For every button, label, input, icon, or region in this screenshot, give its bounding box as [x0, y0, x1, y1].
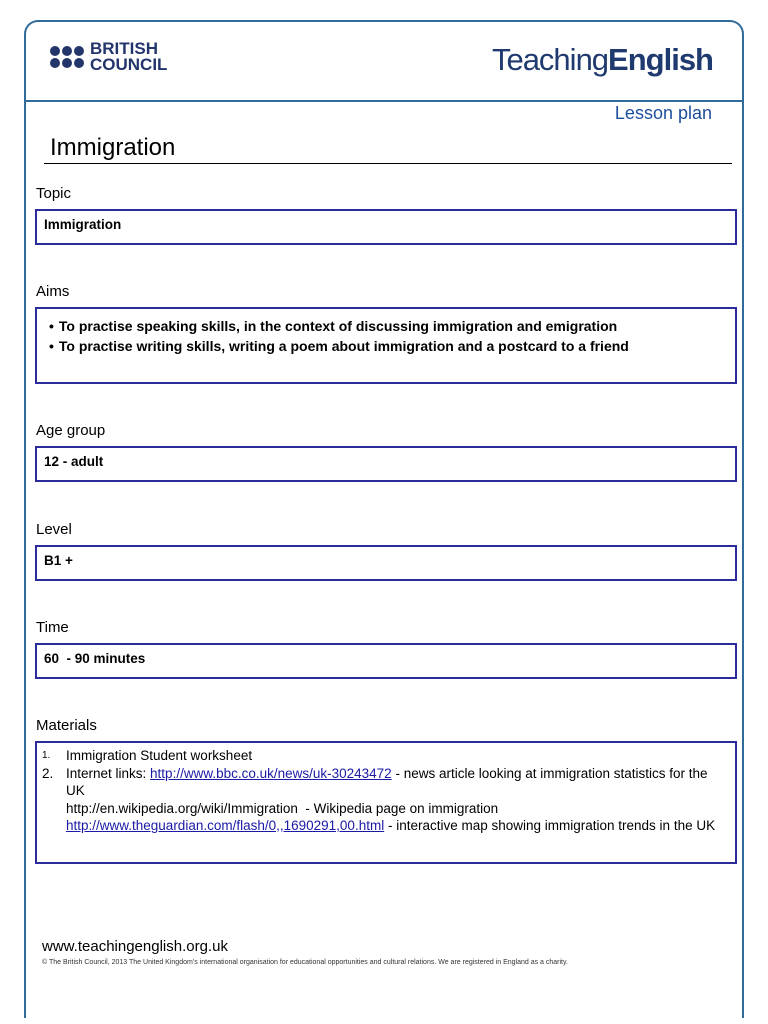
header-divider	[24, 100, 744, 102]
list-number: 1.	[42, 750, 51, 761]
list-item	[42, 747, 729, 765]
materials-box	[35, 741, 737, 864]
age-group-value: 12 - adult	[44, 454, 104, 469]
time-value: 60 - 90 minutes	[44, 651, 146, 666]
footer-note: © The British Council, 2013 The United Kingdom’s international organisation for educational opportunities and cultural relations. We are registered in England as a charity.	[42, 959, 568, 966]
bbc-link-description: - news article looking at immigration statistics for the UK	[66, 765, 708, 798]
aims-box	[35, 307, 737, 384]
level-box	[35, 545, 737, 581]
list-number: 2.	[42, 765, 54, 781]
teaching-english-logo: TeachingEnglish	[491, 42, 713, 77]
aim-item: • To practise writing skills, writing a poem about immigration and a postcard to a friend	[49, 338, 728, 354]
footer-url: www.teachingenglish.org.uk	[42, 938, 228, 955]
level-value: B1 +	[44, 553, 73, 568]
guardian-link[interactable]: http://www.theguardian.com/flash/0,,1690291,00.html	[66, 818, 385, 833]
aims-list	[44, 318, 728, 354]
page-title: Immigration	[50, 134, 176, 161]
topic-box	[35, 209, 737, 245]
brand-name: BRITISH COUNCIL	[90, 39, 168, 74]
time-label: Time	[36, 619, 69, 636]
list-item	[42, 765, 729, 835]
level-label: Level	[36, 521, 72, 538]
topic-value: Immigration	[44, 217, 122, 232]
topic-label: Topic	[36, 185, 72, 202]
materials-item-text: Immigration Student worksheet	[66, 748, 253, 763]
aims-label: Aims	[36, 283, 70, 300]
time-box	[35, 643, 737, 679]
age-group-label: Age group	[36, 422, 106, 439]
aim-item: • To practise speaking skills, in the context of discussing immigration and emigration	[49, 318, 728, 334]
materials-item-text	[66, 765, 729, 835]
guardian-link-description: - interactive map showing immigration trends in the UK	[384, 818, 716, 833]
page-frame	[24, 20, 744, 1018]
internet-links-prefix: Internet links:	[66, 765, 151, 781]
title-divider	[44, 163, 732, 164]
logo-dots-icon	[50, 46, 84, 68]
british-council-logo	[50, 41, 167, 73]
bbc-link[interactable]: http://www.bbc.co.uk/news/uk-30243472	[150, 765, 392, 781]
age-group-box	[35, 446, 737, 482]
lesson-plan-label: Lesson plan	[614, 103, 712, 123]
wikipedia-link-line: http://en.wikipedia.org/wiki/Immigration - Wikipedia page on immigration	[66, 800, 499, 816]
materials-label: Materials	[36, 717, 97, 734]
